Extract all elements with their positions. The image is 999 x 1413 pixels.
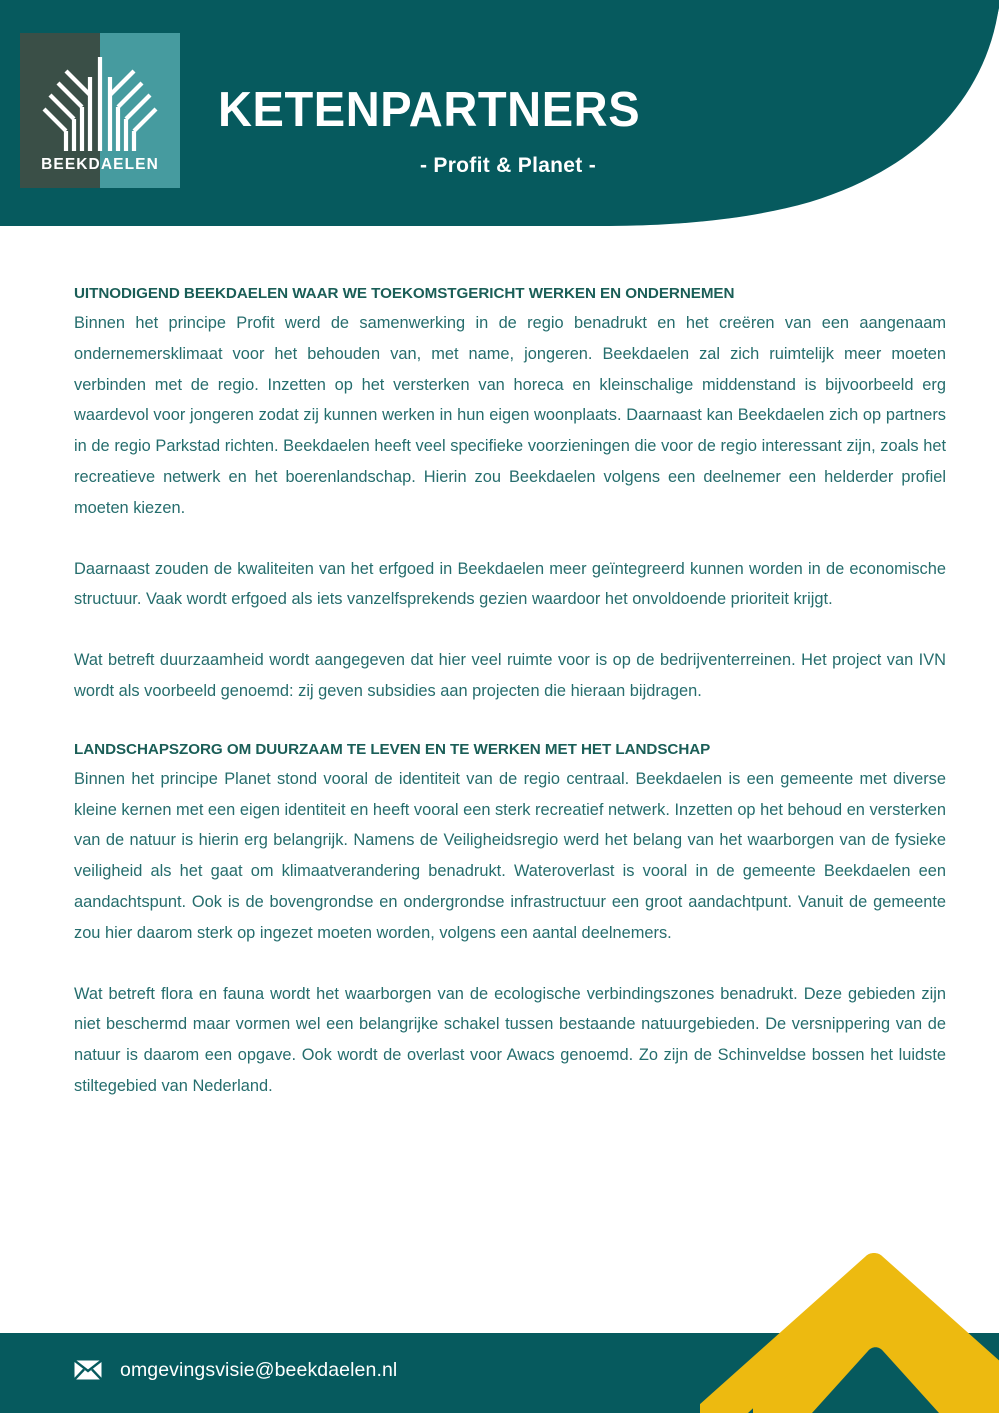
envelope-icon — [74, 1360, 102, 1380]
content-section — [74, 739, 946, 1102]
page-title: KETENPARTNERS — [218, 83, 641, 137]
footer-email-address[interactable]: omgevingsvisie@beekdaelen.nl — [120, 1359, 398, 1381]
body-paragraph: Binnen het principe Planet stond vooral de identiteit van de regio centraal. Beekdaelen is een gemeente met diverse kleine kernen met een eigen identiteit en heeft vooral een sterk recreatief netwerk. Inzetten op het behoud en versterken van de natuur is hierin erg belangrijk. Namens de Veiligheidsregio werd het belang van het waarborgen van de fysieke veiligheid als het gaat om klimaatverandering benadrukt. Wateroverlast is vooral in de gemeente Beekdaelen een aandachtspunt. Ook is de bovengrondse en ondergrondse infrastructuur een groot aandachtpunt. Vanuit de gemeente zou hier daarom sterk op ingezet moeten worden, volgens een aantal deelnemers. — [74, 769, 946, 942]
beekdaelen-logo — [20, 33, 180, 188]
body-paragraph: Binnen het principe Profit werd de samenwerking in de regio benadrukt en het creëren van een aangenaam ondernemersklimaat voor het behouden van, met name, jongeren. Beekdaelen zal zich ruimtelijk meer moeten verbinden met de regio. Inzetten op het versterken van horeca en kleinschalige middenstand is bijvoorbeeld erg waardevol voor jongeren zodat zij kunnen werken in hun eigen woonplaats. Daarnaast kan Beekdaelen zich op partners in de regio Parkstad richten. Beekdaelen heeft veel specifieke voorzieningen die voor de regio interessant zijn, zoals het recreatieve netwerk en het boerenlandschap. Hierin zou Beekdaelen volgens een deelnemer een helderder profiel moeten kiezen. — [74, 314, 946, 517]
document-body — [74, 283, 946, 1102]
page-header — [0, 0, 999, 228]
body-paragraph: Wat betreft flora en fauna wordt het waarborgen van de ecologische verbindingszones benadrukt. Deze gebieden zijn niet beschermd maar vormen wel een belangrijke schakel tussen bestaande natuurgebieden. De versnippering van de natuur is daarom een opgave. Ook wordt de overlast voor Awacs genoemd. Zo zijn de Schinveldse bossen het luidste stiltegebied van Nederland. — [74, 984, 946, 1095]
footer-contact — [74, 1358, 397, 1382]
section-heading: LANDSCHAPSZORG OM DUURZAAM TE LEVEN EN TE WERKEN MET HET LANDSCHAP — [74, 740, 711, 758]
body-paragraph: Daarnaast zouden de kwaliteiten van het erfgoed in Beekdaelen meer geïntegreerd kunnen worden in de economische structuur. Vaak wordt erfgoed als iets vanzelfsprekends gezien waardoor het onvoldoende prioriteit krijgt. — [74, 559, 946, 609]
logo-wordmark: BEEKDAELEN — [41, 156, 159, 173]
content-section — [74, 283, 946, 707]
page-subtitle: - Profit & Planet - — [419, 154, 597, 177]
body-paragraph: Wat betreft duurzaamheid wordt aangegeven dat hier veel ruimte voor is op de bedrijventerreinen. Het project van IVN wordt als voorbeeld genoemd: zij geven subsidies aan projecten die hieraan bijdragen. — [74, 651, 946, 700]
section-heading: UITNODIGEND BEEKDAELEN WAAR WE TOEKOMSTGERICHT WERKEN EN ONDERNEMEN — [74, 285, 735, 302]
